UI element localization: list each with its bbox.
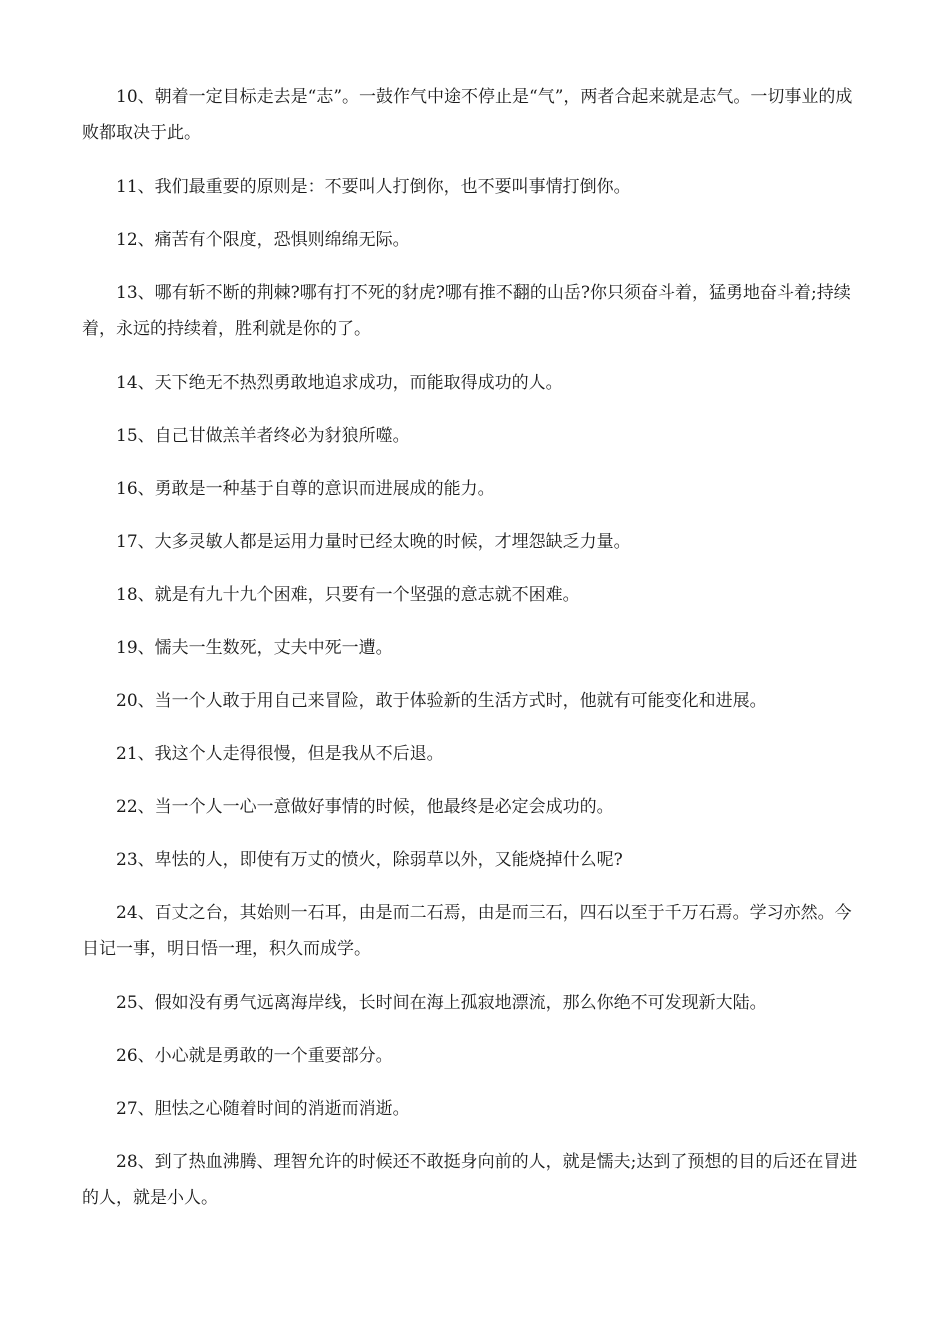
quote-27: 27、胆怯之心随着时间的消逝而消逝。 — [116, 1099, 410, 1119]
quote-28: 28、到了热血沸腾、理智允许的时候还不敢挺身向前的人，就是懦夫;达到了预想的目的后还在冒进的人，就是小人。 — [82, 1152, 858, 1208]
quote-26: 26、小心就是勇敢的一个重要部分。 — [116, 1046, 393, 1066]
quote-22: 22、当一个人一心一意做好事情的时候，他最终是必定会成功的。 — [116, 797, 614, 817]
quote-21: 21、我这个人走得很慢，但是我从不后退。 — [116, 744, 444, 764]
quote-25: 25、假如没有勇气远离海岸线，长时间在海上孤寂地漂流，那么你绝不可发现新大陆。 — [116, 993, 767, 1013]
quote-19: 19、懦夫一生数死，丈夫中死一遭。 — [116, 638, 393, 658]
quote-11: 11、我们最重要的原则是：不要叫人打倒你，也不要叫事情打倒你。 — [116, 177, 631, 197]
quote-24: 24、百丈之台，其始则一石耳，由是而二石焉，由是而三石，四石以至于千万石焉。学习亦然。今日记一事，明日悟一理，积久而成学。 — [82, 903, 852, 959]
quote-13: 13、哪有斩不断的荆棘?哪有打不死的豺虎?哪有推不翻的山岳?你只须奋斗着，猛勇地奋斗着;持续着，永远的持续着，胜利就是你的了。 — [82, 283, 851, 339]
quote-14: 14、天下绝无不热烈勇敢地追求成功，而能取得成功的人。 — [116, 373, 563, 393]
quote-10: 10、朝着一定目标走去是“志”。一鼓作气中途不停止是“气”，两者合起来就是志气。一切事业的成败都取决于此。 — [82, 87, 853, 143]
quote-15: 15、自己甘做羔羊者终必为豺狼所噬。 — [116, 426, 410, 446]
quote-17: 17、大多灵敏人都是运用力量时已经太晚的时候，才埋怨缺乏力量。 — [116, 532, 631, 552]
quote-23: 23、卑怯的人，即使有万丈的愤火，除弱草以外，又能烧掉什么呢? — [116, 850, 623, 870]
quote-18: 18、就是有九十九个困难，只要有一个坚强的意志就不困难。 — [116, 585, 580, 605]
quote-16: 16、勇敢是一种基于自尊的意识而进展成的能力。 — [116, 479, 495, 499]
quote-12: 12、痛苦有个限度，恐惧则绵绵无际。 — [116, 230, 410, 250]
quote-20: 20、当一个人敢于用自己来冒险，敢于体验新的生活方式时，他就有可能变化和进展。 — [116, 691, 767, 711]
